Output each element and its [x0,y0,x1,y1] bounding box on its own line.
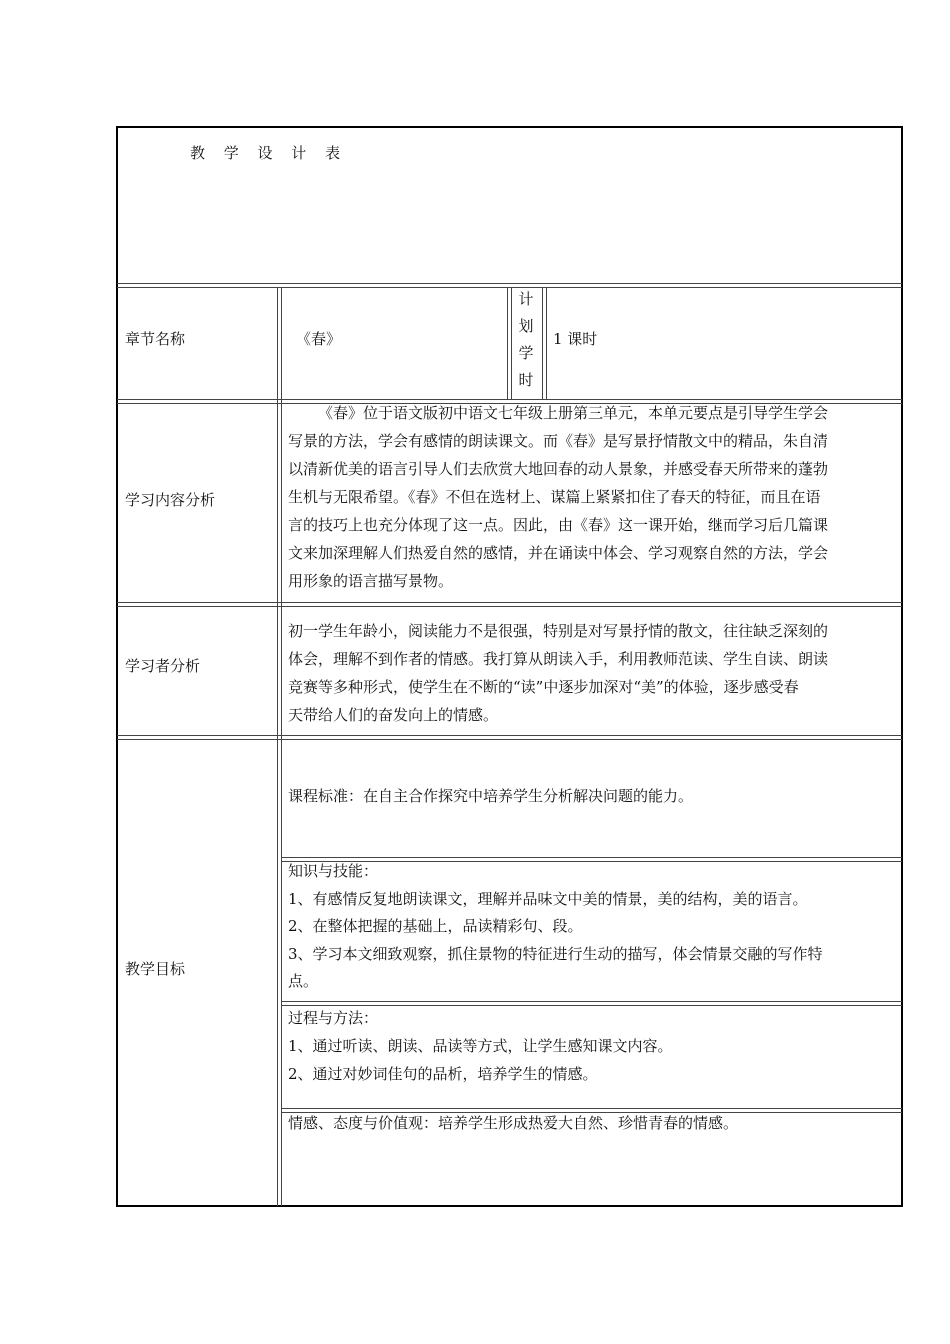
column-divider [546,287,547,399]
document-title: 教 学 设 计 表 [190,144,348,162]
subrow-divider [282,1001,902,1002]
row-divider [117,606,902,607]
column-divider [511,287,512,399]
curriculum-standard: 课程标准：在自主合作探究中培养学生分析解决问题的能力。 [288,787,694,805]
chapter-label: 章节名称 [125,330,186,348]
content-analysis-text: 《春》位于语文版初中语文七年级上册第三单元，本单元要点是引导学生学会 写景的方法，学会有感情的朗读课文。而《春》是写景抒情散文中的精品，朱自清 以清新优美的语言引导人们去欣赏大地回春的动人景象，并感受春天所带来的蓬勃 生机与无限希望。《春》不但在选材上、谋篇上紧紧扣住了春天的特征，而且在语 言的技巧上也充分体现了这一点。因此，由《春》这一课开始，继而学习后几篇课 文来加深理解人们热爱自然的感情，并在诵读中体会、学习观察自然的方法，学会 用形象的语言描写景物。 [288,404,829,590]
emotion-attitude-values: 情感、态度与价值观：培养学生形成热爱大自然、珍惜青春的情感。 [288,1114,739,1132]
row-divider [117,735,902,736]
column-divider [542,287,543,399]
column-divider [281,287,282,1206]
process-heading: 过程与方法： [288,1009,379,1027]
column-divider [277,287,278,1206]
learner-analysis-label: 学习者分析 [125,657,201,675]
row-divider [117,602,902,603]
chapter-name: 《春》 [296,330,342,348]
knowledge-skills: 知识与技能： 1、有感情反复地朗读课文，理解并品味文中美的情景，美的结构，美的语言。 2、在整体把握的基础上，品读精彩句、段。 3、学习本文细致观察，抓住景物的特征进行生动的描写，体会情景交融的写作特 点。 [288,858,900,996]
learner-analysis-text: 初一学生年龄小，阅读能力不是很强，特别是对写景抒情的散文，往往缺乏深刻的 体会，理解不到作者的情感。我打算从朗读入手，利用教师范读、学生自读、朗读 竞赛等多种形式，使学生在不断的“读”中逐步加深对“美”的体验，逐步感受春 天带给人们的奋发向上的情感。 [288,622,829,724]
planned-hours-value: 1 课时 [553,330,598,348]
row-divider [117,287,902,288]
content-analysis-label: 学习内容分析 [125,491,216,509]
process-methods: 过程与方法： 1、通过听读、朗读、品读等方式，让学生感知课文内容。 2、通过对妙词佳句的品析，培养学生的情感。 [288,1004,900,1088]
row-divider [117,283,902,284]
row-divider [117,739,902,740]
planned-hours-label: 计 划 学 时 [518,290,534,389]
teaching-goals-label: 教学目标 [125,960,186,978]
column-divider [507,287,508,399]
knowledge-heading: 知识与技能： [288,862,379,880]
